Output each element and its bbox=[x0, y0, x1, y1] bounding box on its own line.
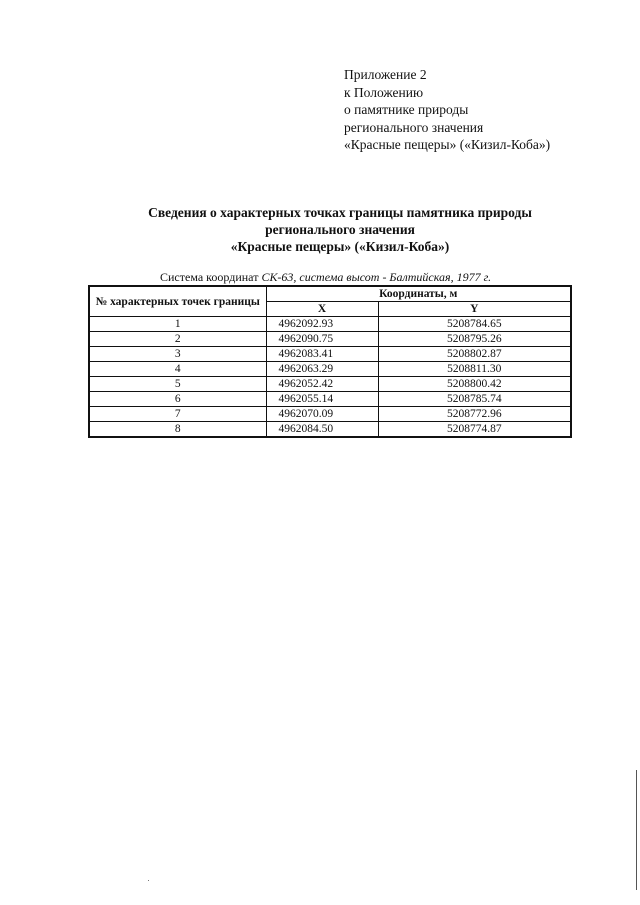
coord-x: 4962063.29 bbox=[266, 362, 378, 377]
title-line-2: регионального значения bbox=[265, 222, 415, 237]
coordinate-system-caption bbox=[160, 270, 491, 284]
table-row bbox=[89, 377, 571, 392]
header-y: Y bbox=[378, 302, 571, 317]
coord-x: 4962084.50 bbox=[266, 422, 378, 438]
document-title bbox=[90, 204, 590, 255]
point-number: 2 bbox=[89, 332, 266, 347]
point-number: 4 bbox=[89, 362, 266, 377]
coord-x: 4962052.42 bbox=[266, 377, 378, 392]
coord-y: 5208802.87 bbox=[378, 347, 571, 362]
title-line-3: «Красные пещеры» («Кизил-Коба») bbox=[230, 239, 450, 254]
header-coordinates: Координаты, м bbox=[266, 286, 571, 302]
point-number: 6 bbox=[89, 392, 266, 407]
appendix-line-2: к Положению bbox=[344, 84, 424, 100]
table-row bbox=[89, 392, 571, 407]
point-number: 7 bbox=[89, 407, 266, 422]
appendix-line-4: регионального значения bbox=[344, 119, 484, 135]
scan-edge-mark bbox=[636, 770, 637, 890]
table-row bbox=[89, 422, 571, 438]
table-row bbox=[89, 332, 571, 347]
appendix-line-5: «Красные пещеры» («Кизил-Коба») bbox=[344, 137, 551, 152]
appendix-line-3: о памятнике природы bbox=[344, 102, 469, 117]
coord-y: 5208800.42 bbox=[378, 377, 571, 392]
appendix-line-1: Приложение 2 bbox=[344, 67, 427, 82]
coord-x: 4962090.75 bbox=[266, 332, 378, 347]
point-number: 3 bbox=[89, 347, 266, 362]
header-point-number: № характерных точек границы bbox=[89, 286, 266, 317]
coord-x: 4962070.09 bbox=[266, 407, 378, 422]
coordinate-system-prefix: Система координат bbox=[160, 270, 262, 284]
boundary-points-table bbox=[88, 285, 572, 438]
appendix-note bbox=[344, 66, 550, 154]
coord-y: 5208772.96 bbox=[378, 407, 571, 422]
header-x: X bbox=[266, 302, 378, 317]
title-line-1: Сведения о характерных точках границы памятника природы bbox=[148, 205, 532, 220]
point-number: 1 bbox=[89, 317, 266, 332]
table-row bbox=[89, 347, 571, 362]
coordinate-system-value: СК-63, система высот - Балтийская, 1977 г. bbox=[261, 270, 492, 284]
point-number: 8 bbox=[89, 422, 266, 438]
coord-y: 5208785.74 bbox=[378, 392, 571, 407]
coord-x: 4962055.14 bbox=[266, 392, 378, 407]
coord-y: 5208774.87 bbox=[378, 422, 571, 438]
point-number: 5 bbox=[89, 377, 266, 392]
coord-x: 4962092.93 bbox=[266, 317, 378, 332]
table-row bbox=[89, 407, 571, 422]
coord-y: 5208795.26 bbox=[378, 332, 571, 347]
table-row bbox=[89, 362, 571, 377]
coord-x: 4962083.41 bbox=[266, 347, 378, 362]
scan-dot-mark bbox=[148, 880, 149, 881]
coord-y: 5208784.65 bbox=[378, 317, 571, 332]
coord-y: 5208811.30 bbox=[378, 362, 571, 377]
table-row bbox=[89, 317, 571, 332]
